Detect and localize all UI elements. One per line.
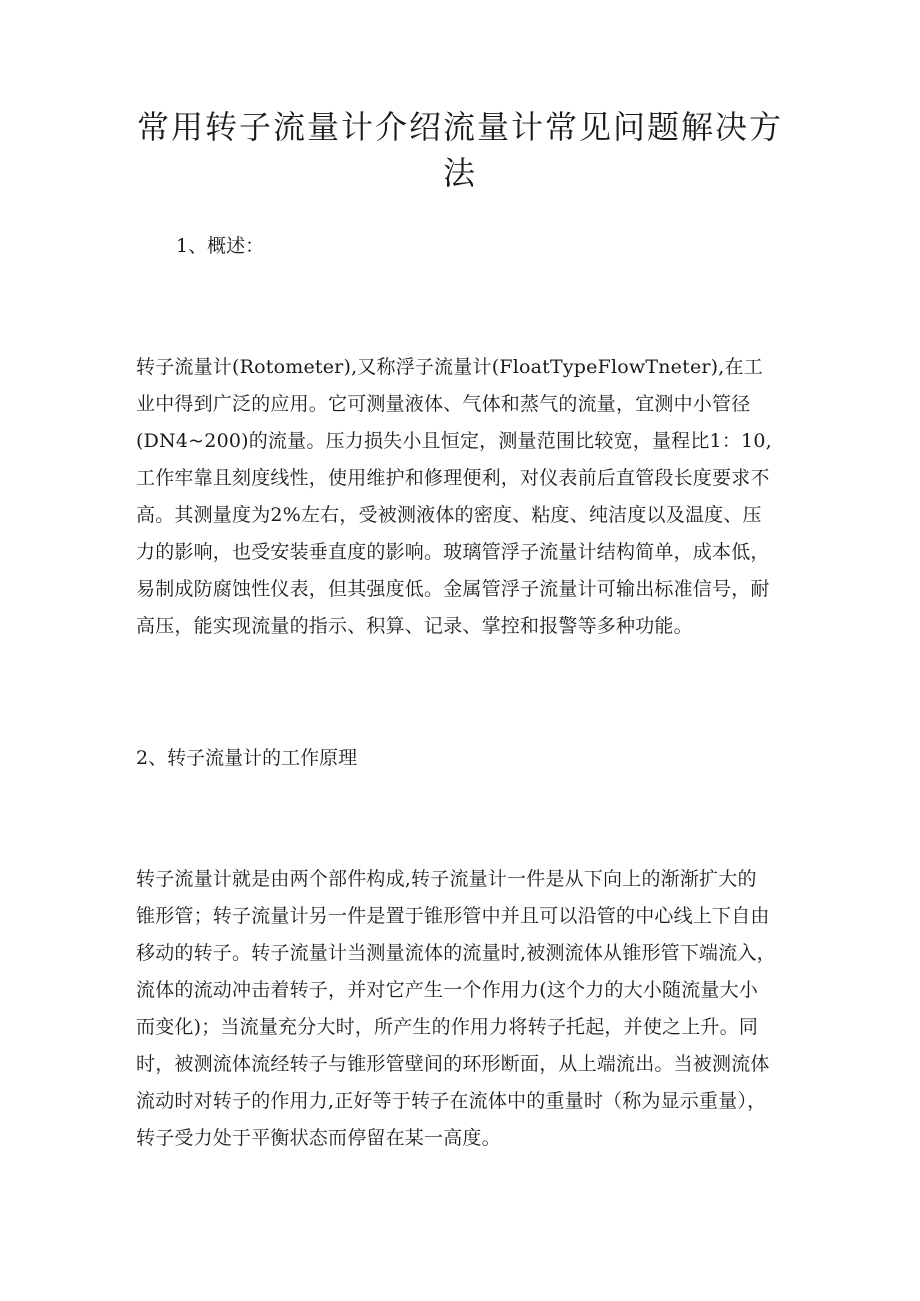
paragraph-line: 易制成防腐蚀性仪表，但其强度低。金属管浮子流量计可输出标准信号，耐 xyxy=(136,578,770,600)
paragraph-line: 转子受力处于平衡状态而停留在某一高度。 xyxy=(136,1127,501,1149)
paragraph-line: 高压，能实现流量的指示、积算、记录、掌控和报警等多种功能。 xyxy=(136,615,693,637)
paragraph-line: 流动时对转子的作用力,正好等于转子在流体中的重量时（称为显示重量）， xyxy=(136,1090,767,1112)
section-heading-overview: 1、概述： xyxy=(176,235,265,257)
title-line-1: 常用转子流量计介绍流量计常见问题解决方 xyxy=(136,108,783,146)
paragraph-line: (DN4~200)的流量。压力损失小且恒定，测量范围比较宽，量程比1：10, xyxy=(136,430,772,452)
paragraph-line: 高。其测量度为2%左右，受被测液体的密度、粘度、纯洁度以及温度、压 xyxy=(136,504,762,526)
paragraph-line: 力的影响，也受安装垂直度的影响。玻璃管浮子流量计结构简单，成本低， xyxy=(136,541,770,563)
section-paragraph-working-principle xyxy=(136,861,796,1157)
section-heading-working-principle: 2、转子流量计的工作原理 xyxy=(136,747,358,769)
paragraph-line: 流体的流动冲击着转子，并对它产生一个作用力(这个力的大小随流量大小 xyxy=(136,979,759,1001)
section-paragraph-overview xyxy=(136,349,796,645)
paragraph-line: 业中得到广泛的应用。它可测量液体、气体和蒸气的流量，宜测中小管径 xyxy=(136,393,751,415)
paragraph-line: 时，被测流体流经转子与锥形管壁间的环形断面，从上端流出。当被测流体 xyxy=(136,1053,770,1075)
paragraph-line: 工作牢靠且刻度线性，使用维护和修理便利，对仪表前后直管段长度要求不 xyxy=(136,467,770,489)
paragraph-line: 而变化)；当流量充分大时，所产生的作用力将转子托起，并使之上升。同 xyxy=(136,1016,759,1038)
paragraph-line: 转子流量计就是由两个部件构成,转子流量计一件是从下向上的渐渐扩大的 xyxy=(136,868,757,890)
document-title xyxy=(130,104,790,196)
paragraph-line: 转子流量计(Rotometer),又称浮子流量计(FloatTypeFlowTneter),在工 xyxy=(136,356,763,378)
paragraph-line: 锥形管；转子流量计另一件是置于锥形管中并且可以沿管的中心线上下自由 xyxy=(136,905,770,927)
title-line-2: 法 xyxy=(442,154,477,192)
paragraph-line: 移动的转子。转子流量计当测量流体的流量时,被测流体从锥形管下端流入， xyxy=(136,942,776,964)
